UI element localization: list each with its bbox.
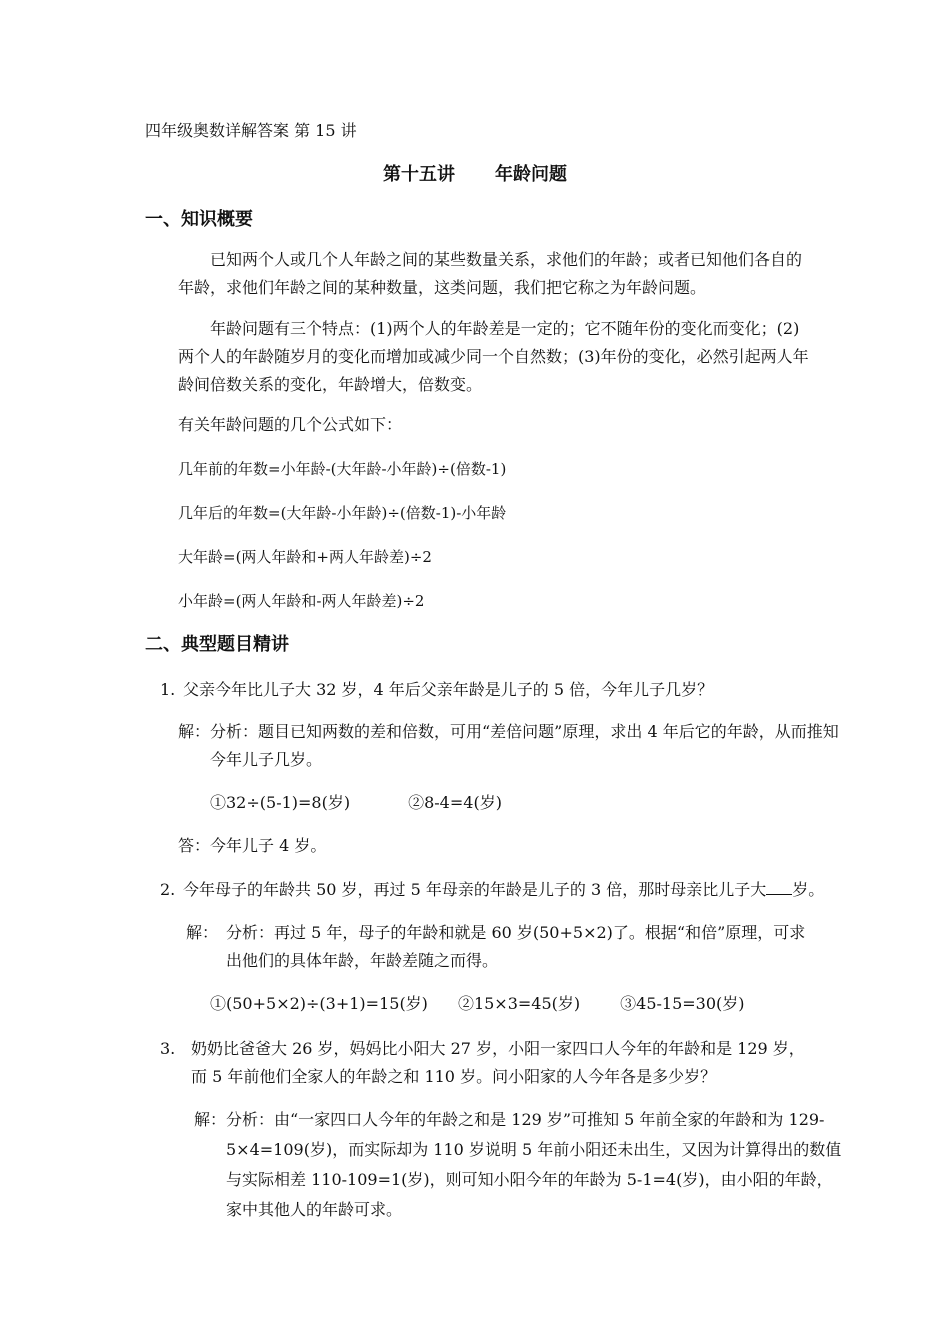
problem-2-text-b: 岁。 — [792, 880, 825, 899]
section-heading-overview: 一、知识概要 — [145, 209, 253, 230]
problem-1-analysis: 解：分析：题目已知两数的差和倍数，可用“差倍问题”原理，求出 4 年后它的年龄，从而推知今年儿子几岁。 — [178, 722, 839, 769]
page-header: 四年级奥数详解答案 第 15 讲 — [145, 121, 357, 140]
lecture-number: 第十五讲 — [383, 164, 455, 185]
section-heading-problems: 二、典型题目精讲 — [145, 634, 289, 655]
problem-2-step-3: ③45-15=30(岁) — [620, 994, 745, 1013]
formula-intro: 有关年龄问题的几个公式如下： — [178, 415, 403, 434]
problem-2-text-a: 今年母子的年龄共 50 岁，再过 5 年母亲的年龄是儿子的 3 倍，那时母亲比儿子大 — [183, 880, 767, 899]
lecture-topic: 年龄问题 — [495, 164, 567, 185]
problem-1-answer: 答：今年儿子 4 岁。 — [178, 836, 327, 855]
problem-2-analysis-label: 解： — [186, 923, 219, 942]
problem-2-number: 2. — [160, 880, 176, 899]
formula-years-before: 几年前的年数=小年龄-(大年龄-小年龄)÷(倍数-1) — [178, 460, 507, 478]
problem-3-analysis: 解：分析：由“一家四口人今年的年龄之和是 129 岁”可推知 5 年前全家的年龄和为 129-5×4=109(岁)，而实际却为 110 岁说明 5 年前小阳还未出生，又因为计算得出的数值与实际相差 110-109=1(岁)，则可知小阳今年的年龄为 5-1=4(岁)，由小阳的年龄，家中其他人的年龄可求。 — [194, 1110, 842, 1219]
formula-older-age: 大年龄=(两人年龄和+两人年龄差)÷2 — [178, 548, 432, 566]
problem-1-steps — [210, 790, 502, 813]
problem-2-text — [183, 876, 824, 904]
problem-2-step-2: ②15×3=45(岁) — [457, 994, 581, 1013]
overview-paragraph-1: 已知两个人或几个人年龄之间的某些数量关系，求他们的年龄；或者已知他们各自的年龄，求他们年龄之间的某种数量，这类问题，我们把它称之为年龄问题。 — [178, 250, 803, 297]
answer-blank[interactable] — [766, 880, 792, 895]
overview-paragraph-2: 年龄问题有三个特点：(1)两个人的年龄差是一定的；它不随年份的变化而变化；(2)两个人的年龄随岁月的变化而增加或减少同一个自然数；(3)年份的变化，必然引起两人年龄间倍数关系的变化，年龄增大，倍数变。 — [178, 319, 809, 394]
lecture-title — [0, 160, 950, 186]
problem-2-analysis: 分析：再过 5 年，母子的年龄和就是 60 岁(50+5×2)了。根据“和倍”原理，可求出他们的具体年龄，年龄差随之而得。 — [226, 923, 806, 970]
problem-3-text: 奶奶比爸爸大 26 岁，妈妈比小阳大 27 岁，小阳一家四口人今年的年龄和是 129 岁，而 5 年前他们全家人的年龄之和 110 岁。问小阳家的人今年各是多少岁？ — [191, 1039, 805, 1086]
problem-2-steps — [210, 991, 745, 1014]
problem-1-text: 父亲今年比儿子大 32 岁，4 年后父亲年龄是儿子的 5 倍，今年儿子几岁？ — [183, 680, 714, 699]
formula-younger-age: 小年龄=(两人年龄和-两人年龄差)÷2 — [178, 592, 425, 610]
problem-3-number: 3. — [160, 1039, 176, 1058]
problem-1-step-2: ②8-4=4(岁) — [408, 793, 502, 812]
problem-1-number: 1. — [160, 680, 176, 699]
formula-years-after: 几年后的年数=(大年龄-小年龄)÷(倍数-1)-小年龄 — [178, 504, 507, 522]
problem-2-step-1: ①(50+5×2)÷(3+1)=15(岁) — [210, 994, 428, 1013]
problem-1-step-1: ①32÷(5-1)=8(岁) — [210, 793, 351, 812]
